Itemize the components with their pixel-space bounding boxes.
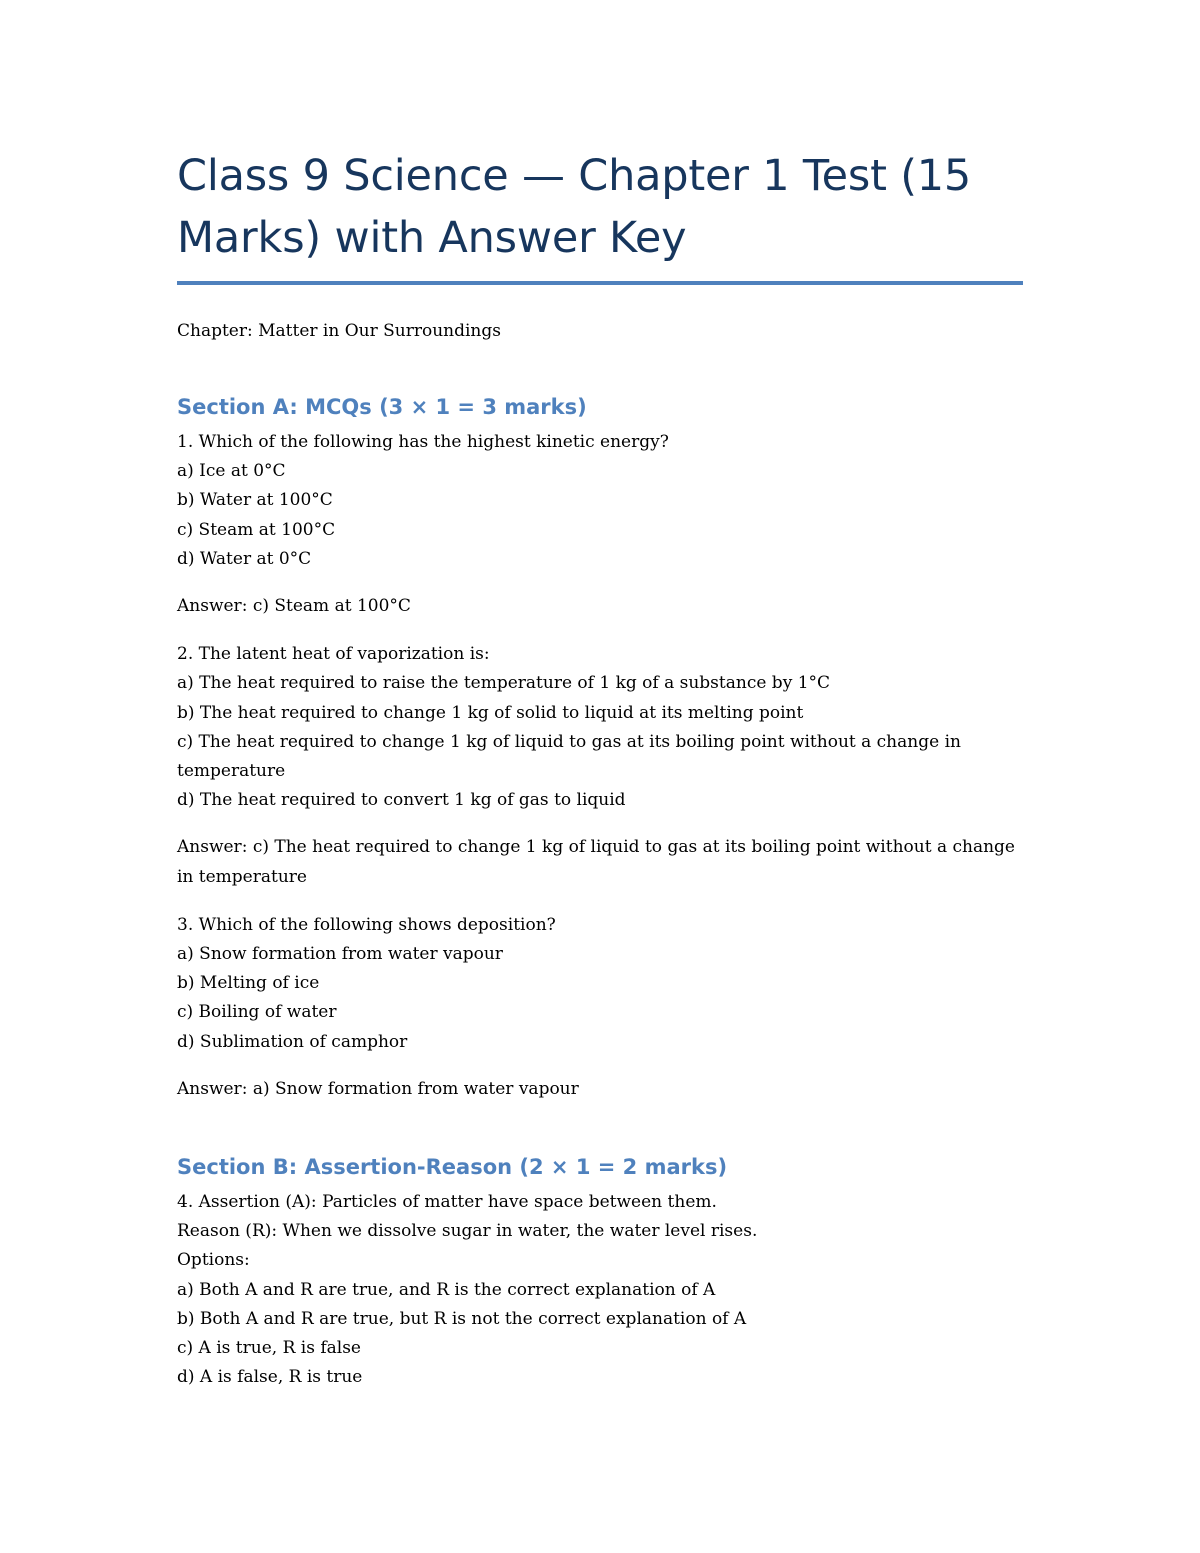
question-4-option-b: b) Both A and R are true, but R is not the correct explanation of A [177,1308,747,1329]
section-a-heading: Section A: MCQs (3 × 1 = 3 marks) [177,395,587,419]
question-1 [177,428,1023,574]
section-b-heading: Section B: Assertion-Reason (2 × 1 = 2 marks) [177,1155,728,1180]
question-3-stem: 3. Which of the following shows deposition? [177,914,556,935]
question-2-stem: 2. The latent heat of vaporization is: [177,644,490,665]
question-2-option-b: b) The heat required to change 1 kg of solid to liquid at its melting point [177,702,804,723]
question-2-answer: Answer: c) The heat required to change 1 kg of liquid to gas at its boiling point without a change in temperature [177,837,1015,887]
question-1-stem: 1. Which of the following has the highest kinetic energy? [177,432,669,452]
question-1-option-c: c) Steam at 100°C [177,519,336,540]
question-2-option-d: d) The heat required to convert 1 kg of gas to liquid [177,790,626,811]
question-4-assertion: 4. Assertion (A): Particles of matter have space between them. [177,1192,717,1213]
question-3-option-c: c) Boiling of water [177,1002,337,1023]
chapter-line: Chapter: Matter in Our Surroundings [177,321,501,341]
document-title: Class 9 Science — Chapter 1 Test (15 Marks) with Answer Key [177,151,972,263]
question-4-option-a: a) Both A and R are true, and R is the correct explanation of A [177,1279,716,1300]
question-2-option-a: a) The heat required to raise the temperature of 1 kg of a substance by 1°C [177,673,831,694]
question-1-option-a: a) Ice at 0°C [177,461,286,482]
question-2-option-c: c) The heat required to change 1 kg of liquid to gas at its boiling point without a change in temperature [177,731,961,782]
question-4 [177,1188,1023,1392]
question-3 [177,911,1023,1057]
question-2 [177,640,1023,815]
question-3-option-b: b) Melting of ice [177,973,320,994]
question-4-option-c: c) A is true, R is false [177,1338,361,1359]
question-1-answer: Answer: c) Steam at 100°C [177,596,411,617]
question-4-options-label: Options: [177,1250,250,1271]
document-page [177,145,1023,1392]
question-3-option-d: d) Sublimation of camphor [177,1031,408,1052]
title-underline [177,281,1023,285]
question-3-answer: Answer: a) Snow formation from water vapour [177,1078,579,1099]
question-1-option-b: b) Water at 100°C [177,490,333,511]
question-4-reason: Reason (R): When we dissolve sugar in water, the water level rises. [177,1221,758,1242]
question-3-option-a: a) Snow formation from water vapour [177,944,503,965]
question-1-option-d: d) Water at 0°C [177,548,312,569]
question-4-option-d: d) A is false, R is true [177,1367,363,1388]
